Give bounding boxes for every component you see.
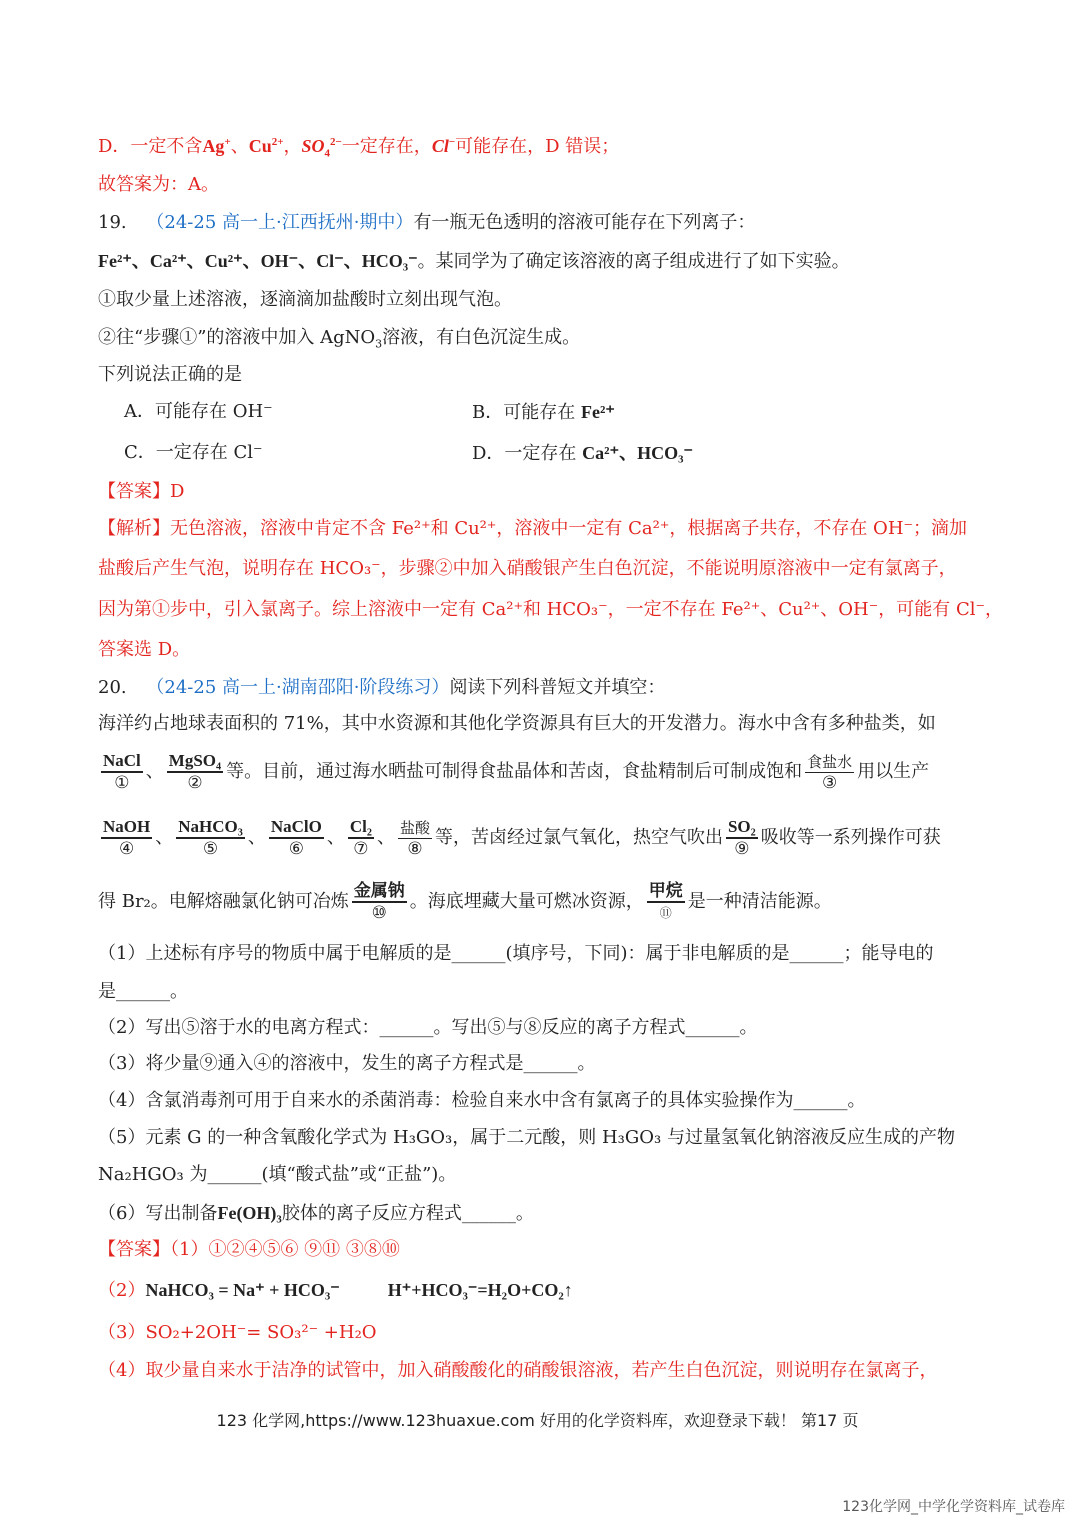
q20-sub-6: （6）写出制备Fe(OH)₃胶体的离子反应方程式______。 — [98, 1203, 534, 1224]
q19-header — [98, 211, 755, 235]
q20-answer-2: （2）NaHCO₃ = Na⁺ + HCO₃⁻ H⁺+HCO₃⁻=H₂O+CO₂↑ — [98, 1280, 573, 1301]
formula-2: $\frac{\text{MgSO₄}}{\text{②}}$ — [168, 751, 222, 793]
q19-ions: Fe²⁺、Ca²⁺、Cu²⁺、OH⁻、Cl⁻、HCO₃⁻。某同学为了确定该溶液的离子组成进行了如下实验。 — [98, 251, 850, 272]
q20-sub-5a: （5）元素 G 的一种含氧酸化学式为 H₃GO₃，属于二元酸，则 H₃GO₃ 与过量氢氧化钠溶液反应生成的产物 — [98, 1127, 955, 1148]
q19-explain-4: 答案选 D。 — [98, 639, 191, 660]
q20-number: 20. — [98, 677, 127, 698]
q20-para-1: 海洋约占地球表面积的 71%，其中水资源和其他化学资源具有巨大的开发潜力。海水中含有多种盐类，如 — [98, 713, 936, 734]
q20-sub-5b: Na₂HGO₃ 为______(填“酸式盐”或“正盐”)。 — [98, 1164, 457, 1185]
formula-7: $\frac{\text{Cl₂}}{\text{⑦}}$ — [349, 817, 372, 859]
q20-sub-3: （3）将少量⑨通入④的溶液中，发生的离子方程式是______。 — [98, 1053, 596, 1074]
formula-9: $\frac{\text{SO₂}}{\text{⑨}}$ — [727, 817, 756, 859]
q20-stem: 阅读下列科普短文并填空： — [449, 677, 666, 698]
q19-explain-2: 盐酸后产生气泡，说明存在 HCO₃⁻，步骤②中加入硝酸银产生白色沉淀，不能说明原溶液中一定有氯离子， — [98, 558, 957, 579]
q19-ask: 下列说法正确的是 — [98, 364, 242, 385]
q19-explain-3: 因为第①步中，引入氯离子。综上溶液中一定有 Ca²⁺和 HCO₃⁻，一定不存在 Fe²⁺、Cu²⁺、OH⁻，可能有 Cl⁻， — [98, 599, 1003, 620]
formula-5: $\frac{\text{NaHCO₃}}{\text{⑤}}$ — [178, 817, 243, 859]
formula-11: $\frac{\text{甲烷}}{\text{⑪}}$ — [648, 881, 683, 920]
q20-answer-4: （4）取少量自来水于洁净的试管中，加入硝酸酸化的硝酸银溶液，若产生白色沉淀，则说明存在氯离子， — [98, 1360, 938, 1381]
q19-option-d: D．一定存在 Ca²⁺、HCO₃⁻ — [472, 443, 693, 464]
q19-stem: 有一瓶无色透明的溶液可能存在下列离子： — [413, 212, 756, 233]
q19-explain-1: 【解析】无色溶液，溶液中肯定不含 Fe²⁺和 Cu²⁺，溶液中一定有 Ca²⁺，根据离子共存，不存在 OH⁻；滴加 — [98, 518, 968, 539]
q19-step1: ①取少量上述溶液，逐滴滴加盐酸时立刻出现气泡。 — [98, 289, 512, 310]
q20-para-3: $\frac{\text{NaOH}}{\text{④}}$ 、 $\frac{\text{NaHCO₃}}{\text{⑤}}$ 、 $\frac{\text{NaClO}}{\text{⑥}}$ 、 $\frac{\text{Cl₂}}{\text{⑦}}$ 、 $\frac{\text{盐酸}}{\text{⑧}}$ 等，苦卤经过氯气氧化，热空气吹出 $\frac{\text{SO₂}}{\text{⑨}}$ 吸收等一系列操作可获 — [103, 817, 941, 859]
q19-number: 19. — [98, 212, 127, 233]
formula-3: $\frac{\text{食盐水}}{\text{③}}$ — [807, 752, 853, 793]
prev-option-d: D．一定不含Ag+、$Cu^{2+}$，$SO_4^{2-}$一定存在，Cl−可能存在，D 错误； — [98, 136, 620, 160]
q19-answer: 【答案】D — [98, 481, 185, 502]
q20-answer-1: 【答案】（1）①②④⑤⑥ ⑨⑪ ③⑧⑩ — [98, 1239, 400, 1260]
page-footer: 123 化学网,https://www.123huaxue.com 好用的化学资料库，欢迎登录下载！ 第17 页 — [216, 1411, 859, 1430]
q20-sub-2: （2）写出⑤溶于水的电离方程式：______。写出⑤与⑧反应的离子方程式______。 — [98, 1017, 758, 1038]
formula-4: $\frac{\text{NaOH}}{\text{④}}$ — [103, 817, 151, 859]
q19-option-a: A．可能存在 OH⁻ — [124, 401, 273, 422]
q20-sub-4: （4）含氯消毒剂可用于自来水的杀菌消毒：检验自来水中含有氯离子的具体实验操作为______。 — [98, 1090, 866, 1111]
q20-sub-1b: 是______。 — [98, 981, 188, 1002]
watermark: 123化学网_中学化学资料库_试卷库 — [842, 1499, 1065, 1515]
q19-option-c: C．一定存在 Cl⁻ — [124, 442, 263, 463]
formula-8: $\frac{\text{盐酸}}{\text{⑧}}$ — [399, 818, 430, 859]
q20-answer-3: （3）SO₂+2OH⁻= SO₃²⁻ +H₂O — [98, 1322, 377, 1343]
q19-option-b: B．可能存在 Fe²⁺ — [472, 402, 615, 423]
formula-1: $\frac{\text{NaCl}}{\text{①}}$ — [103, 751, 141, 793]
q20-sub-1a: （1）上述标有序号的物质中属于电解质的是______(填序号，下同)：属于非电解质的是______；能导电的 — [98, 943, 934, 964]
formula-6: $\frac{\text{NaClO}}{\text{⑥}}$ — [270, 817, 322, 859]
q19-step2: ②往“步骤①”的溶液中加入 AgNO$_3$溶液，有白色沉淀生成。 — [98, 327, 581, 351]
q20-source: （24-25 高一上·湖南邵阳·阶段练习） — [146, 677, 450, 698]
q20-header — [98, 676, 665, 700]
q20-para-2: $\frac{\text{NaCl}}{\text{①}}$ 、 $\frac{\text{MgSO₄}}{\text{②}}$ 等。目前，通过海水晒盐可制得食盐晶体和苦卤，食盐精制后可制成饱和 $\frac{\text{食盐水}}{\text{③}}$ 用以生产 — [103, 751, 930, 793]
formula-10: $\frac{\text{金属钠}}{\text{⑩}}$ — [353, 881, 405, 923]
prev-answer: 故答案为：A。 — [98, 174, 219, 195]
q20-para-4: 得 Br₂。电解熔融氯化钠可冶炼 $\frac{\text{金属钠}}{\text{⑩}}$ 。海底埋藏大量可燃冰资源， $\frac{\text{甲烷}}{\text{⑪}}$ 是一种清洁能源。 — [98, 881, 832, 923]
q19-source: （24-25 高一上·江西抚州·期中） — [146, 212, 414, 233]
